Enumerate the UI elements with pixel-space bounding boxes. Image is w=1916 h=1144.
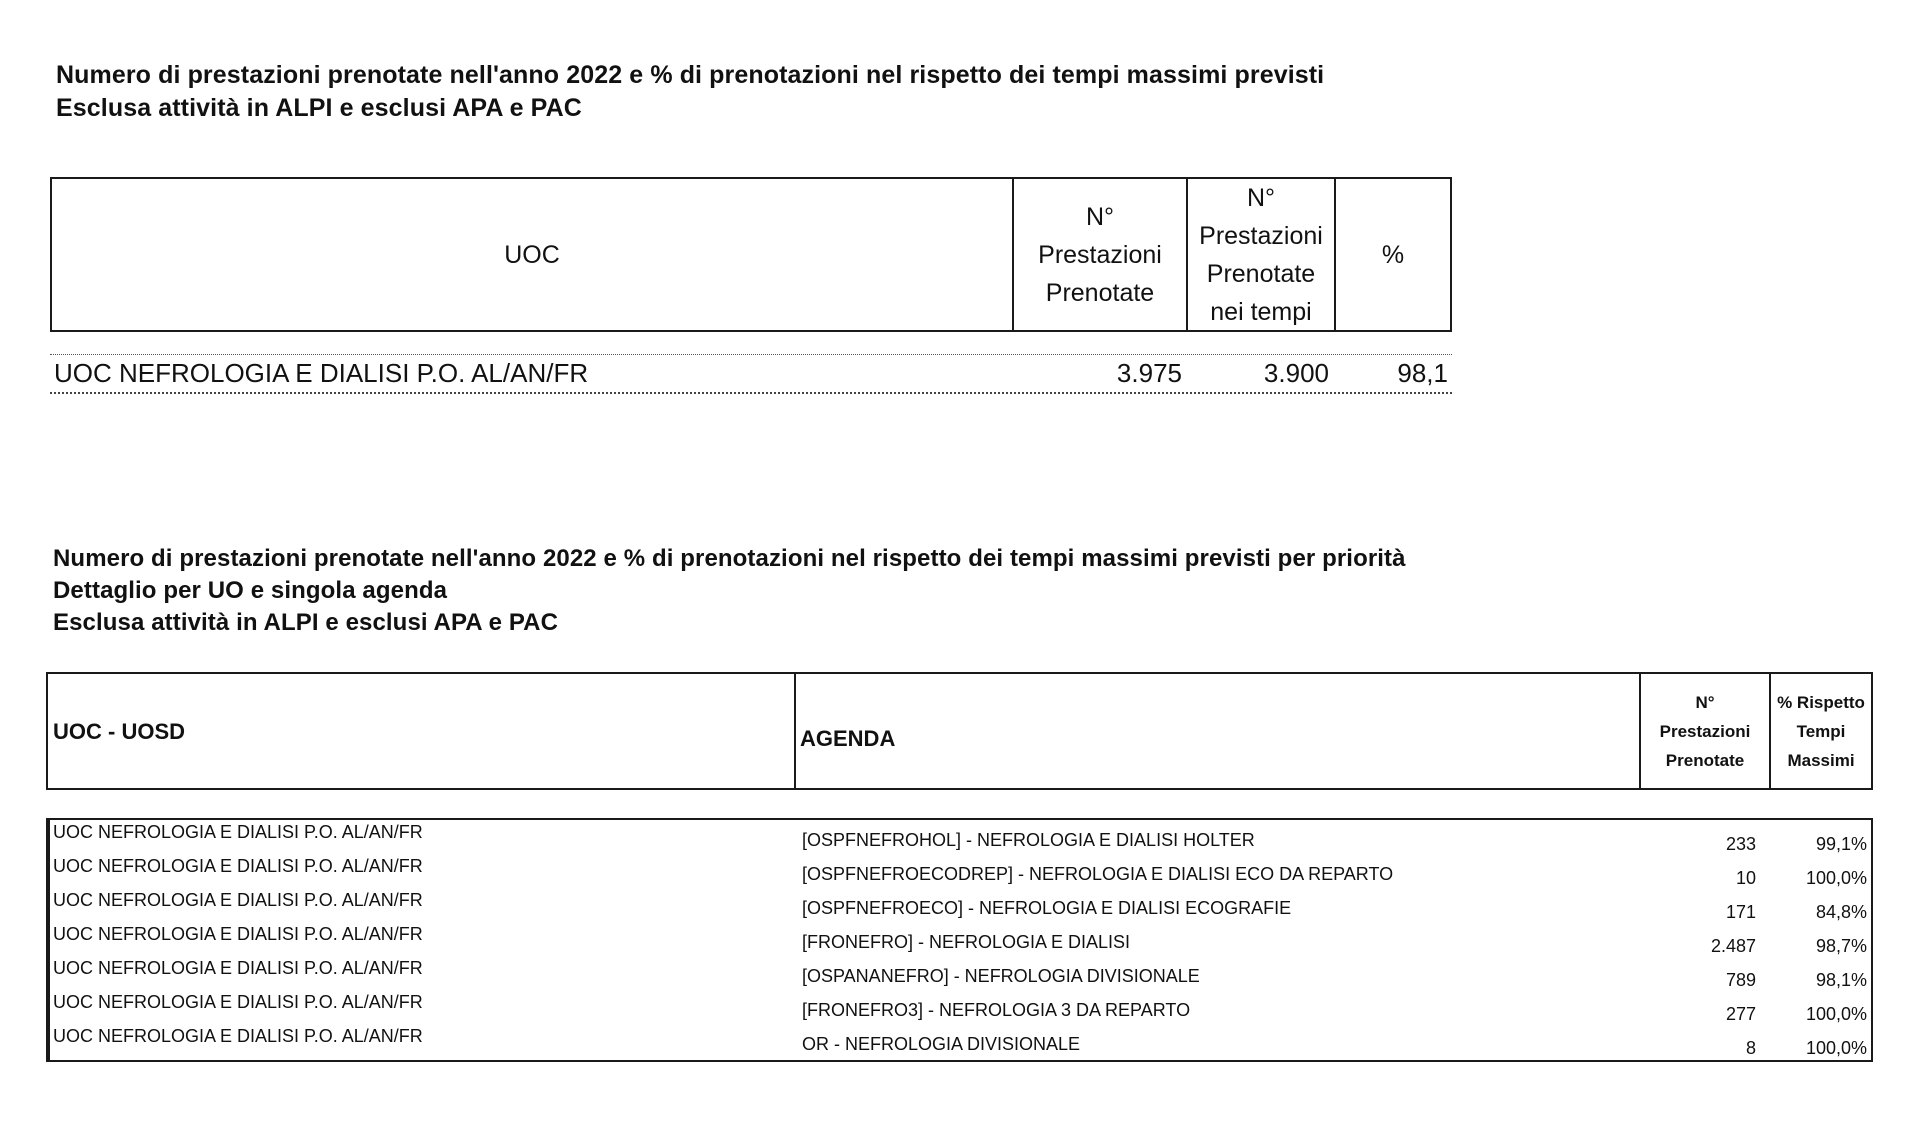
table-row (48, 820, 1871, 854)
cell-rispetto: 100,0% (1805, 868, 1867, 888)
header-line: Prenotate (1206, 259, 1316, 288)
table-row (48, 922, 1871, 956)
row-nei-tempi: 3.900 (1263, 358, 1329, 388)
section2-subtitle: Dettaglio per UO e singola agenda (53, 577, 448, 604)
header-percent-label: % (1381, 240, 1405, 269)
detail-table-header (46, 672, 1873, 790)
cell-rispetto: 98,1% (1815, 970, 1867, 990)
header-prestazioni-prenotate (1641, 674, 1769, 788)
header-line: Prestazioni (1038, 240, 1162, 269)
cell-uoc: UOC NEFROLOGIA E DIALISI P.O. AL/AN/FR (53, 822, 423, 842)
header-percent (1336, 179, 1450, 330)
header-line: Prenotate (1665, 750, 1745, 770)
header-uoc-label: UOC (504, 240, 560, 269)
cell-rispetto: 99,1% (1815, 834, 1867, 854)
cell-prenotate: 8 (1745, 1038, 1756, 1058)
detail-table-body (46, 818, 1873, 1062)
section1-subtitle: Esclusa attività in ALPI e esclusi APA e PAC (56, 94, 582, 122)
summary-table-header (50, 177, 1452, 332)
header-line: % Rispetto (1777, 692, 1865, 712)
header-uoc-uosd: UOC - UOSD (53, 719, 185, 744)
cell-rispetto: 84,8% (1815, 902, 1867, 922)
cell-agenda: [OSPFNEFROHOL] - NEFROLOGIA E DIALISI HOLTER (802, 830, 1255, 850)
cell-prenotate: 2.487 (1710, 936, 1756, 956)
table-row (48, 956, 1871, 990)
cell-uoc: UOC NEFROLOGIA E DIALISI P.O. AL/AN/FR (53, 992, 423, 1012)
cell-prenotate: 233 (1725, 834, 1756, 854)
cell-prenotate: 277 (1725, 1004, 1756, 1024)
detail-table-rows (48, 820, 1871, 1060)
header-prenotate-nei-tempi (1188, 179, 1334, 330)
cell-uoc: UOC NEFROLOGIA E DIALISI P.O. AL/AN/FR (53, 856, 423, 876)
header-line: N° (1695, 692, 1715, 712)
row-prenotate: 3.975 (1116, 358, 1182, 388)
column-divider (794, 674, 796, 788)
section1-title: Numero di prestazioni prenotate nell'anno 2022 e % di prenotazioni nel rispetto dei tempi massimi previsti (56, 61, 1325, 89)
cell-agenda: [OSPFNEFROECO] - NEFROLOGIA E DIALISI ECOGRAFIE (802, 898, 1292, 918)
cell-uoc: UOC NEFROLOGIA E DIALISI P.O. AL/AN/FR (53, 958, 423, 978)
header-line: nei tempi (1210, 297, 1312, 326)
cell-prenotate: 789 (1725, 970, 1756, 990)
cell-agenda: OR - NEFROLOGIA DIVISIONALE (802, 1034, 1081, 1054)
section2-title: Numero di prestazioni prenotate nell'anno 2022 e % di prenotazioni nel rispetto dei tempi massimi previsti per priorità (53, 545, 1406, 572)
cell-rispetto: 100,0% (1805, 1004, 1867, 1024)
table-row (48, 1024, 1871, 1058)
section1-heading (56, 59, 1324, 125)
header-uoc (52, 179, 1012, 330)
cell-agenda: [FRONEFRO] - NEFROLOGIA E DIALISI (802, 932, 1131, 952)
section2-heading (53, 543, 1406, 639)
cell-rispetto: 98,7% (1815, 936, 1867, 956)
cell-prenotate: 171 (1725, 902, 1756, 922)
row-percent: 98,1 (1397, 358, 1448, 388)
header-prestazioni-prenotate (1014, 179, 1186, 330)
table-row (48, 854, 1871, 888)
header-line: Tempi (1796, 721, 1846, 741)
row-uoc: UOC NEFROLOGIA E DIALISI P.O. AL/AN/FR (54, 358, 589, 388)
header-line: N° (1246, 183, 1276, 212)
header-line: N° (1085, 202, 1115, 231)
table-row (48, 990, 1871, 1024)
header-agenda: AGENDA (800, 726, 896, 751)
cell-rispetto: 100,0% (1805, 1038, 1867, 1058)
cell-agenda: [OSPANANEFRO] - NEFROLOGIA DIVISIONALE (802, 966, 1200, 986)
header-line: Prestazioni (1659, 721, 1751, 741)
cell-uoc: UOC NEFROLOGIA E DIALISI P.O. AL/AN/FR (53, 1026, 423, 1046)
header-line: Massimi (1787, 750, 1855, 770)
section2-note: Esclusa attività in ALPI e esclusi APA e PAC (53, 609, 559, 636)
cell-prenotate: 10 (1735, 868, 1756, 888)
cell-agenda: [FRONEFRO3] - NEFROLOGIA 3 DA REPARTO (802, 1000, 1191, 1020)
header-line: Prestazioni (1199, 221, 1323, 250)
summary-table-row (50, 354, 1452, 394)
cell-uoc: UOC NEFROLOGIA E DIALISI P.O. AL/AN/FR (53, 890, 423, 910)
cell-uoc: UOC NEFROLOGIA E DIALISI P.O. AL/AN/FR (53, 924, 423, 944)
table-row (48, 888, 1871, 922)
cell-agenda: [OSPFNEFROECODREP] - NEFROLOGIA E DIALISI ECO DA REPARTO (802, 864, 1394, 884)
header-line: Prenotate (1045, 278, 1155, 307)
header-rispetto-tempi (1771, 674, 1871, 788)
